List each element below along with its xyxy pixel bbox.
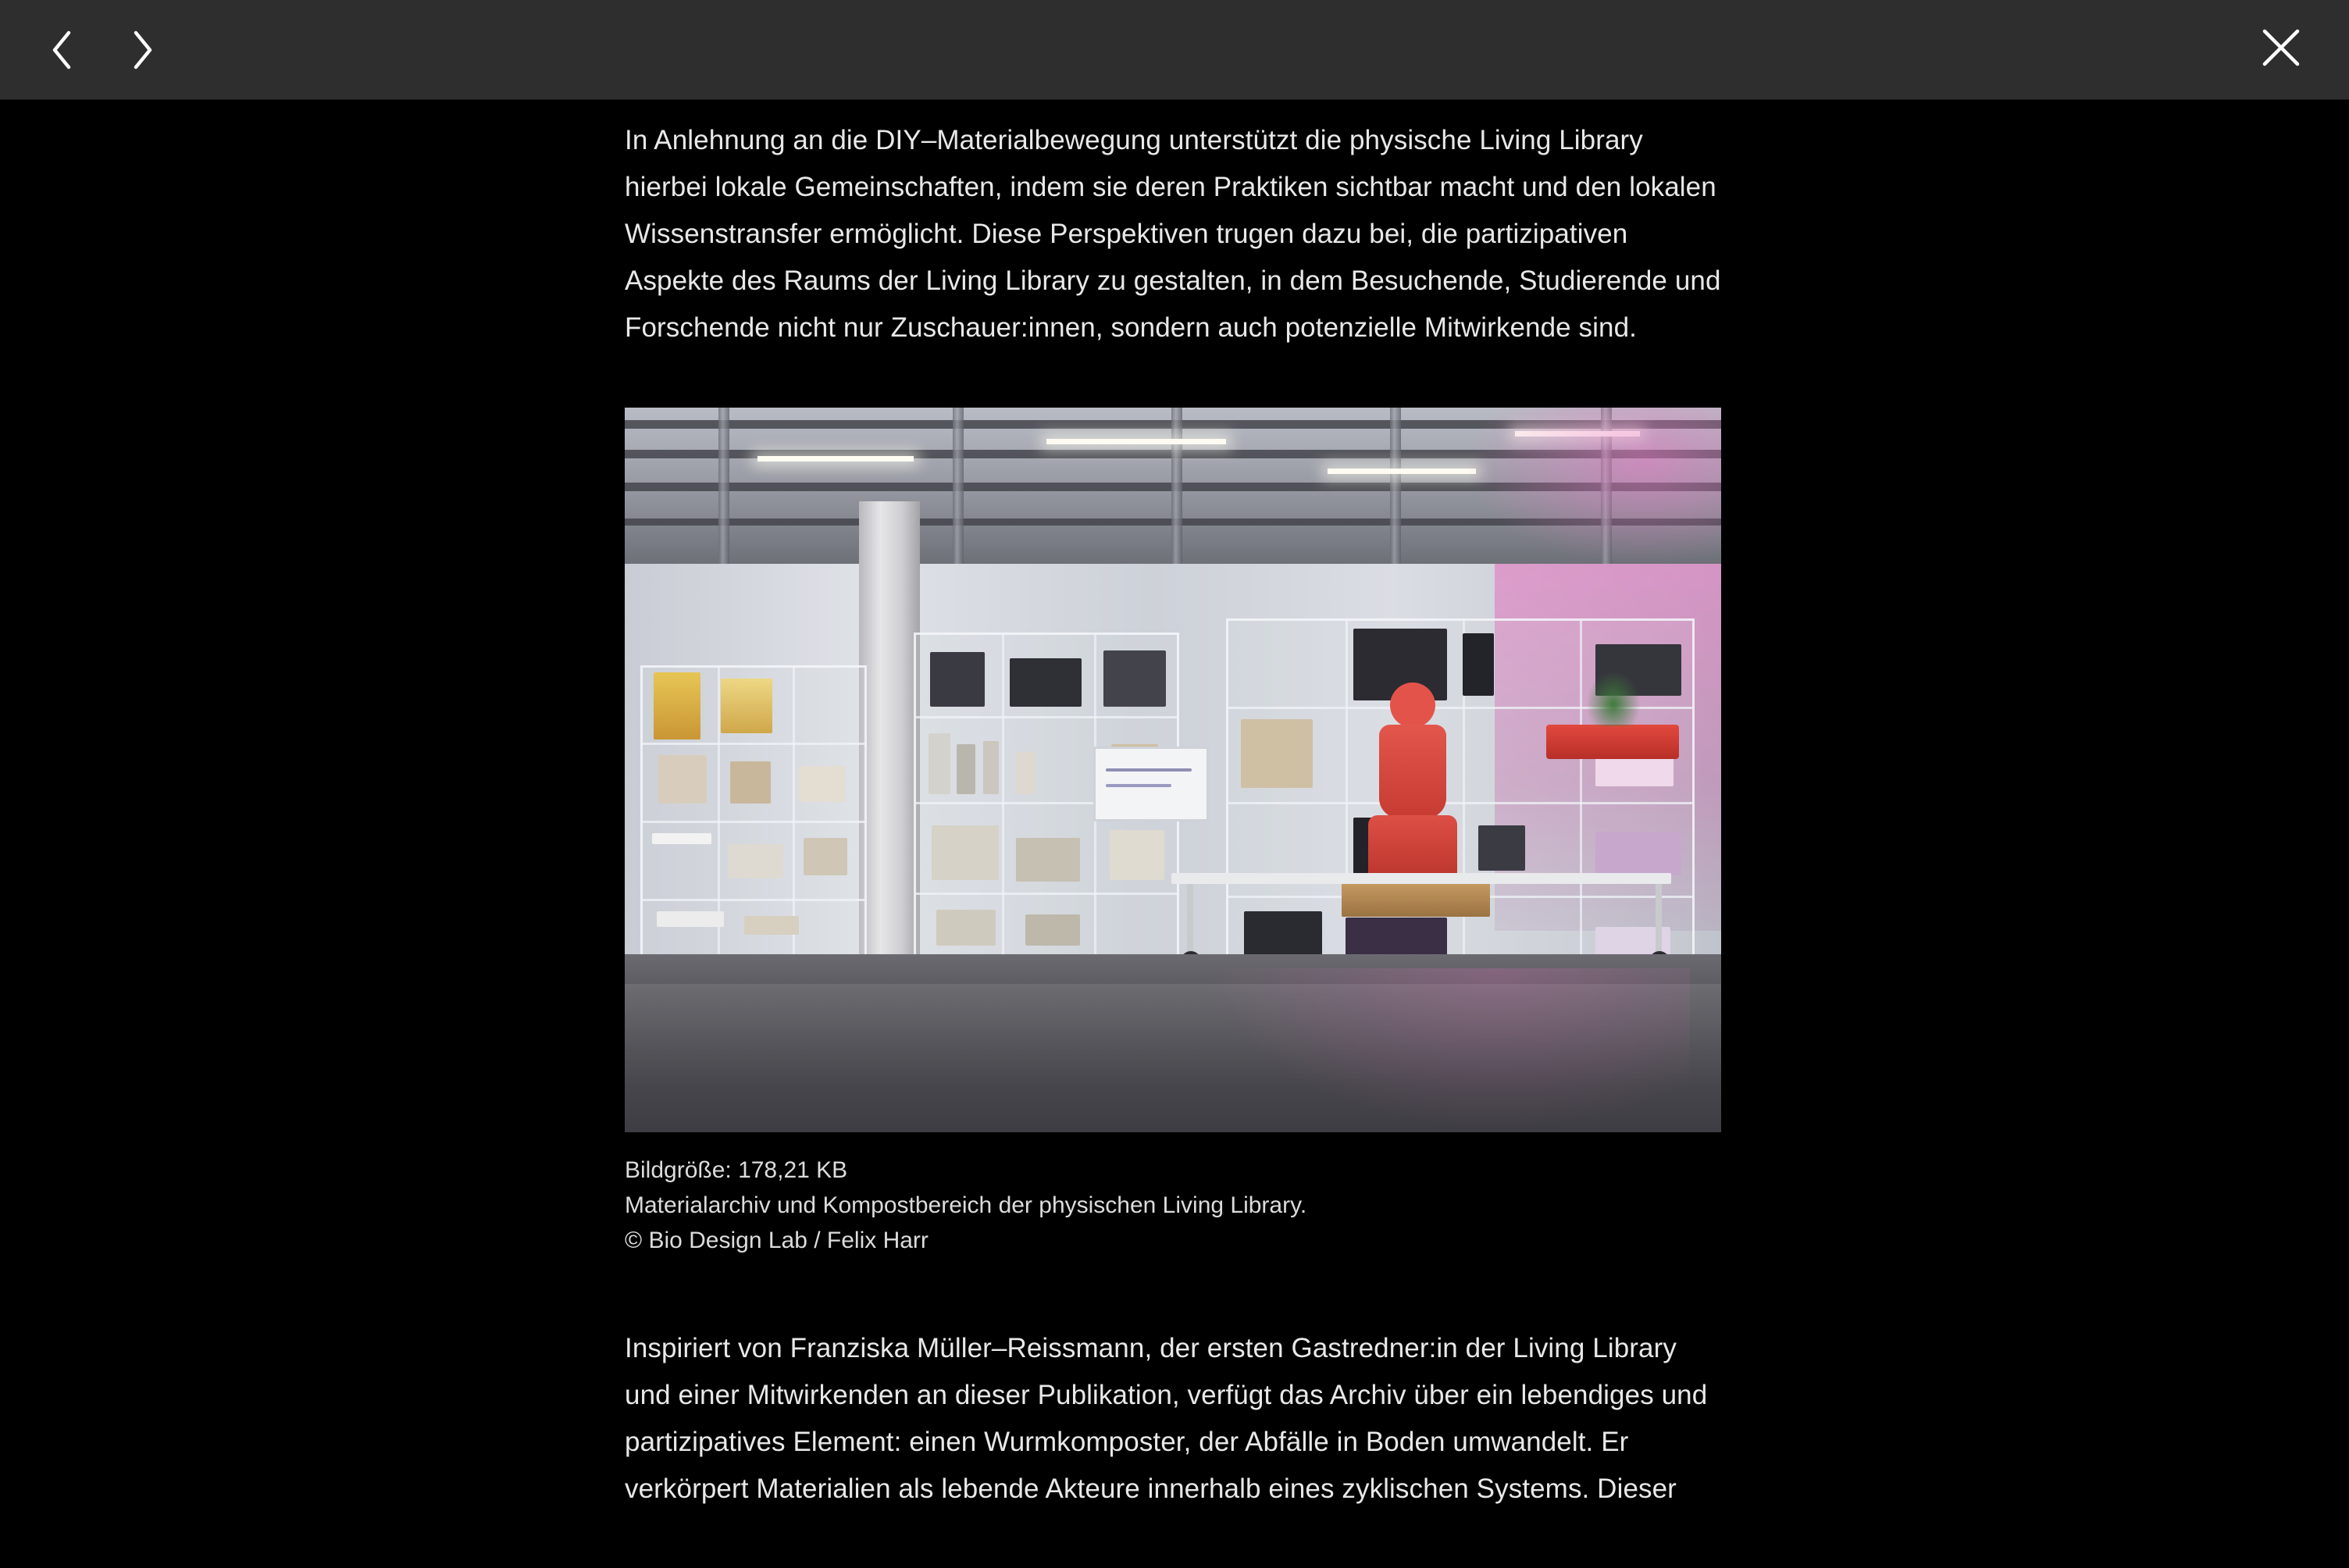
image-filesize: Bildgröße: 178,21 KB bbox=[625, 1157, 848, 1183]
viewer-toolbar bbox=[0, 0, 2349, 100]
photo-shelf-left bbox=[640, 665, 867, 978]
close-icon bbox=[2258, 25, 2304, 74]
chevron-right-icon bbox=[127, 28, 158, 72]
article-column bbox=[625, 100, 1724, 1513]
image-caption: Materialarchiv und Kompostbereich der physischen Living Library. bbox=[625, 1192, 1307, 1218]
photo-worktable bbox=[1171, 873, 1671, 884]
navigation-group bbox=[22, 25, 167, 75]
photo-table-leg-2 bbox=[1656, 884, 1662, 954]
photo-pillar bbox=[859, 501, 920, 970]
photo-pallet bbox=[1342, 882, 1490, 917]
close-button[interactable] bbox=[2252, 21, 2310, 79]
previous-button[interactable] bbox=[37, 25, 87, 75]
photo-red-totem-top bbox=[1390, 682, 1435, 728]
paragraph-intro: In Anlehnung an die DIY–Materialbewegung unterstützt die physische Living Library hierbei lokale Gemeinschaften, indem sie deren Praktiken sichtbar macht und den lokalen Wissenstransfer ermöglicht. Diese Perspektiven trugen dazu bei, die partizipativen Aspekte des Raums der Living Library zu gestalten, in dem Besuchende, Studierende und Forschende nicht nur Zuschauer:innen, sondern auch potenzielle Mitwirkende sind. bbox=[625, 125, 1721, 343]
paragraph-body: Inspiriert von Franziska Müller–Reissmann, der ersten Gastredner:in der Living Library und einer Mitwirkenden an dieser Publikation, verfügt das Archiv über ein lebendiges und partizipatives Element: einen Wurmkomposter, der Abfälle in Boden umwandelt. Er verkörpert Materialien als lebende Akteure innerhalb eines zyklischen Systems. Dieser bbox=[625, 1333, 1708, 1504]
photo-floor bbox=[625, 954, 1721, 1132]
photo-red-planter bbox=[1546, 725, 1679, 759]
chevron-left-icon bbox=[47, 28, 78, 72]
photo-monitor-lines bbox=[1106, 768, 1192, 772]
photo-plant bbox=[1587, 672, 1640, 726]
photo-ceiling bbox=[625, 408, 1721, 564]
photo-table-leg-1 bbox=[1187, 884, 1193, 954]
next-button[interactable] bbox=[117, 25, 167, 75]
exhibition-photo[interactable] bbox=[625, 408, 1721, 1132]
image-credit: © Bio Design Lab / Felix Harr bbox=[625, 1228, 929, 1253]
photo-monitor-lines-2 bbox=[1106, 784, 1171, 787]
bottom-fade bbox=[0, 1545, 2349, 1568]
article-figure bbox=[625, 408, 1721, 1258]
article-scroll-area[interactable] bbox=[0, 100, 2349, 1568]
photo-red-totem-mid bbox=[1379, 725, 1446, 818]
